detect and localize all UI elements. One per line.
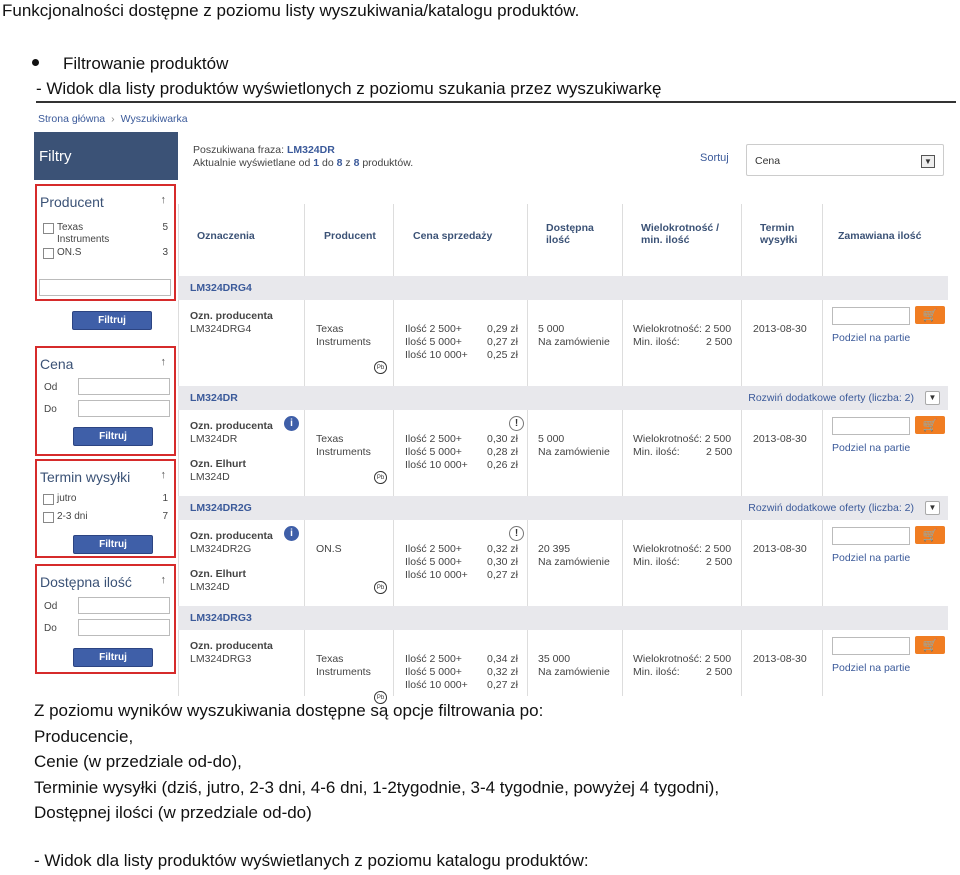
showing-total: 8 (353, 157, 360, 169)
split-parts-link[interactable]: Podziel na partie (832, 552, 911, 564)
cart-icon[interactable]: 🛒 (915, 416, 945, 434)
ozn-value: LM324DRG4 (190, 323, 252, 335)
price-qty: Ilość 2 500+ (405, 653, 462, 665)
ship-date: 2013-08-30 (753, 543, 807, 555)
filter-count: 7 (162, 511, 168, 522)
bullet-text: Filtrowanie produktów (63, 54, 229, 73)
description (34, 698, 719, 826)
breadcrumb-separator: › (111, 113, 115, 125)
showing-mid: do (322, 157, 334, 169)
order-qty-input[interactable] (832, 527, 910, 545)
showing-of: z (345, 157, 351, 169)
collapse-arrow-icon[interactable]: ↑ (160, 356, 166, 368)
checkbox-label: ON.S (57, 247, 82, 258)
price-to-input[interactable] (78, 400, 170, 417)
elhurt-value: LM324D (190, 471, 230, 483)
stock-value: 5 000 (538, 323, 565, 335)
price-value: 0,27 zł (487, 679, 518, 691)
ship-date: 2013-08-30 (753, 433, 807, 445)
bullet-item (32, 53, 228, 75)
stock-note: Na zamówienie (538, 336, 610, 348)
group-code[interactable]: LM324DR (190, 392, 238, 404)
results-table (178, 204, 948, 701)
group-code[interactable]: LM324DR2G (190, 502, 252, 514)
column-header[interactable]: Zamawiana ilość (838, 230, 922, 242)
multiple-value: Wielokrotność: 2 500 (633, 543, 732, 555)
split-parts-link[interactable]: Podziel na partie (832, 442, 911, 454)
phrase-label: Poszukiwana fraza: (193, 144, 285, 156)
filter-button[interactable]: Filtruj (73, 535, 153, 554)
breadcrumb-home[interactable]: Strona główna (38, 113, 106, 125)
price-filter-title: Cena (40, 356, 74, 372)
description-line: Producencie, (34, 726, 134, 746)
description-line: Cenie (w przedziale od-do), (34, 752, 242, 771)
price-qty: Ilość 10 000+ (405, 349, 468, 361)
breadcrumb-search[interactable]: Wyszukiwarka (120, 113, 188, 125)
price-qty: Ilość 5 000+ (405, 336, 462, 348)
search-phrase: LM324DR (286, 144, 335, 156)
ozn-value: LM324DRG3 (190, 653, 252, 665)
cart-icon[interactable]: 🛒 (915, 526, 945, 544)
to-label: Do (44, 623, 57, 634)
shipping-filter (35, 459, 176, 558)
checkbox-texas[interactable] (43, 223, 54, 234)
from-label: Od (44, 601, 58, 612)
showing-from: 1 (313, 157, 320, 169)
checkbox-ons[interactable] (43, 248, 54, 259)
filter-button[interactable]: Filtruj (73, 648, 153, 667)
price-value: 0,27 zł (487, 336, 518, 348)
more-offers-link[interactable]: Rozwiń dodatkowe oferty (liczba: 2) (748, 392, 914, 404)
qty-from-input[interactable] (78, 597, 170, 614)
cart-icon[interactable]: 🛒 (915, 636, 945, 654)
qty-to-input[interactable] (78, 619, 170, 636)
description-line: Z poziomu wyników wyszukiwania dostępne są opcje filtrowania po: (34, 701, 544, 720)
stock-value: 20 395 (538, 543, 571, 555)
sort-value: Cena (755, 155, 781, 167)
producer-value: Texas Instruments (316, 433, 371, 458)
info-icon[interactable]: i (284, 526, 299, 541)
showing-suffix: produktów. (362, 157, 414, 169)
stock-note: Na zamówienie (538, 446, 610, 458)
description-line: Dostępnej ilości (w przedziale od-do) (34, 803, 312, 822)
document-heading: Funkcjonalności dostępne z poziomu listy wyszukiwania/katalogu produktów. (2, 1, 580, 20)
to-label: Do (44, 404, 57, 415)
warning-icon[interactable]: ! (509, 526, 524, 541)
view1-heading: - Widok dla listy produktów wyświetlonych z poziomu szukania przez wyszukiwarkę (36, 79, 662, 98)
price-qty: Ilość 10 000+ (405, 459, 468, 471)
checkbox-2-3-dni[interactable] (43, 512, 54, 523)
price-qty: Ilość 5 000+ (405, 446, 462, 458)
collapse-arrow-icon[interactable]: ↑ (160, 469, 166, 481)
price-value: 0,30 zł (487, 556, 518, 568)
min-qty-value: 2 500 (706, 446, 733, 458)
ozn-value: LM324DR (190, 433, 238, 445)
min-qty-label: Min. ilość: (633, 446, 680, 458)
multiple-value: Wielokrotność: 2 500 (633, 433, 732, 445)
chevron-down-icon[interactable]: ▼ (925, 391, 940, 405)
description-line: Terminie wysyłki (dziś, jutro, 2-3 dni, 4-6 dni, 1-2tygodnie, 3-4 tygodnie, powyżej 4 tygodni), (34, 777, 720, 797)
ozn-label: Ozn. producenta (190, 420, 273, 432)
elhurt-label: Ozn. Elhurt (190, 458, 246, 470)
price-value: 0,32 zł (487, 543, 518, 555)
multiple-value: Wielokrotność: 2 500 (633, 323, 732, 335)
more-offers-link[interactable]: Rozwiń dodatkowe oferty (liczba: 2) (748, 502, 914, 514)
breadcrumb (38, 113, 188, 125)
column-header[interactable]: Producent (324, 230, 376, 242)
multiple-value: Wielokrotność: 2 500 (633, 653, 732, 665)
group-bar (178, 276, 948, 300)
price-value: 0,32 zł (487, 666, 518, 678)
min-qty-value: 2 500 (706, 556, 733, 568)
producer-value: Texas Instruments (316, 323, 371, 348)
producer-search-input[interactable] (39, 279, 171, 296)
price-from-input[interactable] (78, 378, 170, 395)
sort-select[interactable] (746, 144, 944, 176)
filter-button[interactable]: Filtruj (72, 311, 152, 330)
price-qty: Ilość 10 000+ (405, 679, 468, 691)
producer-filter-title: Producent (40, 194, 104, 210)
price-value: 0,26 zł (487, 459, 518, 471)
lead-free-icon: Pb (374, 471, 387, 484)
group-code[interactable]: LM324DRG3 (190, 612, 252, 624)
group-bar (178, 606, 948, 630)
order-qty-input[interactable] (832, 307, 910, 325)
ozn-value: LM324DR2G (190, 543, 252, 555)
filter-button[interactable]: Filtruj (73, 427, 153, 446)
price-value: 0,30 zł (487, 433, 518, 445)
price-value: 0,25 zł (487, 349, 518, 361)
price-value: 0,28 zł (487, 446, 518, 458)
split-parts-link[interactable]: Podziel na partie (832, 332, 911, 344)
stock-note: Na zamówienie (538, 666, 610, 678)
embedded-screenshot (34, 108, 948, 701)
price-qty: Ilość 5 000+ (405, 556, 462, 568)
view2-heading: - Widok dla listy produktów wyświetlanych z poziomu katalogu produktów: (34, 851, 589, 870)
price-qty: Ilość 2 500+ (405, 433, 462, 445)
column-header[interactable]: Cena sprzedaży (413, 230, 493, 242)
price-qty: Ilość 2 500+ (405, 543, 462, 555)
showing-to: 8 (336, 157, 343, 169)
column-header[interactable]: Termin wysyłki (760, 222, 798, 246)
order-qty-input[interactable] (832, 637, 910, 655)
min-qty-label: Min. ilość: (633, 336, 680, 348)
group-bar (178, 386, 948, 410)
lead-free-icon: Pb (374, 581, 387, 594)
heading-rule (36, 101, 956, 103)
filter-count: 1 (162, 493, 168, 504)
stock-note: Na zamówienie (538, 556, 610, 568)
ship-date: 2013-08-30 (753, 653, 807, 665)
chevron-down-icon[interactable]: ▼ (925, 501, 940, 515)
filters-header (34, 132, 178, 180)
producer-value: ON.S (316, 543, 342, 555)
min-qty-label: Min. ilość: (633, 556, 680, 568)
column-header[interactable]: Oznaczenia (197, 230, 255, 242)
elhurt-label: Ozn. Elhurt (190, 568, 246, 580)
quantity-filter (35, 564, 176, 674)
showing-label: Aktualnie wyświetlane od (193, 157, 311, 169)
cart-icon[interactable]: 🛒 (915, 306, 945, 324)
sort-label: Sortuj (700, 152, 729, 164)
stock-value: 35 000 (538, 653, 571, 665)
column-header[interactable]: Dostępna ilość (546, 222, 594, 246)
search-info (193, 144, 413, 170)
price-qty: Ilość 5 000+ (405, 666, 462, 678)
column-header[interactable]: Wielokrotność / min. ilość (641, 222, 720, 246)
checkbox-jutro[interactable] (43, 494, 54, 505)
collapse-arrow-icon[interactable]: ↑ (160, 574, 166, 586)
dropdown-arrow-icon[interactable]: ▼ (921, 155, 935, 168)
split-parts-link[interactable]: Podziel na partie (832, 662, 911, 674)
lead-free-icon: Pb (374, 691, 387, 704)
checkbox-label: jutro (57, 493, 77, 504)
order-qty-input[interactable] (832, 417, 910, 435)
filters-title: Filtry (39, 148, 72, 165)
group-bar (178, 496, 948, 520)
group-code[interactable]: LM324DRG4 (190, 282, 252, 294)
filter-count: 5 (162, 222, 168, 233)
checkbox-label: Texas Instruments (57, 222, 110, 245)
price-value: 0,34 zł (487, 653, 518, 665)
price-value: 0,27 zł (487, 569, 518, 581)
quantity-filter-title: Dostępna ilość (40, 574, 132, 590)
ozn-label: Ozn. producenta (190, 640, 273, 652)
price-filter (35, 346, 176, 456)
shipping-filter-title: Termin wysyłki (40, 469, 131, 485)
bullet-dot (32, 59, 39, 66)
min-qty-label: Min. ilość: (633, 666, 680, 678)
price-qty: Ilość 2 500+ (405, 323, 462, 335)
collapse-arrow-icon[interactable]: ↑ (160, 194, 166, 206)
info-icon[interactable]: i (284, 416, 299, 431)
min-qty-value: 2 500 (706, 666, 733, 678)
elhurt-value: LM324D (190, 581, 230, 593)
producer-value: Texas Instruments (316, 653, 371, 678)
ozn-label: Ozn. producenta (190, 310, 273, 322)
warning-icon[interactable]: ! (509, 416, 524, 431)
stock-value: 5 000 (538, 433, 565, 445)
min-qty-value: 2 500 (706, 336, 733, 348)
price-value: 0,29 zł (487, 323, 518, 335)
filter-count: 3 (162, 247, 168, 258)
price-qty: Ilość 10 000+ (405, 569, 468, 581)
ship-date: 2013-08-30 (753, 323, 807, 335)
ozn-label: Ozn. producenta (190, 530, 273, 542)
checkbox-label: 2-3 dni (57, 511, 88, 522)
lead-free-icon: Pb (374, 361, 387, 374)
from-label: Od (44, 382, 58, 393)
producer-filter (35, 184, 176, 301)
